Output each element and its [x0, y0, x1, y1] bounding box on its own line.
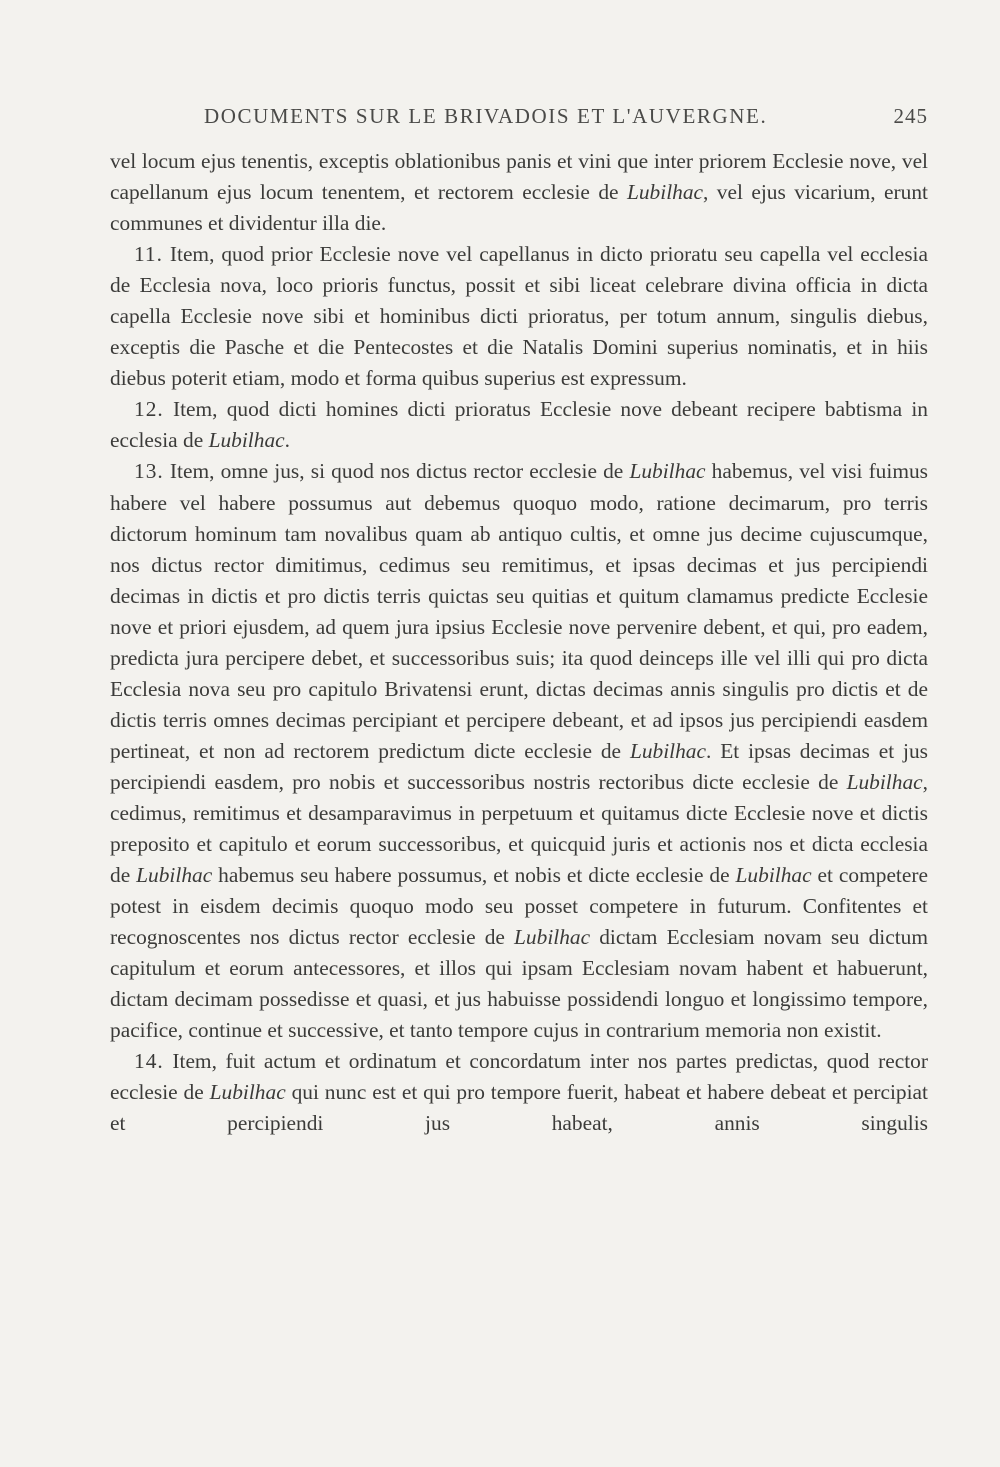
running-head: DOCUMENTS SUR LE BRIVADOIS ET L'AUVERGNE.: [204, 104, 768, 128]
italic-place-name: Lubilhac: [209, 1080, 286, 1105]
text-run: Item, quod prior Ecclesie nove vel capellanus in dicto prioratu seu capella vel ecclesia de Ecclesia nova, loco prioris functus, possit et sibi liceat celebrare divina officia in dicta capella Ecclesie nove sibi et hominibus dicti prioratus, per totum annum, singulis diebus, exceptis die Pasche et die Pentecostes et die Natalis Domini superius nominatis, et in hiis diebus poterit etiam, modo et forma quibus superius est expressum.: [110, 242, 928, 391]
text-run: , vel ejus vicarium, erunt communes et dividentur illa die.: [110, 180, 928, 236]
italic-place-name: Lubilhac: [846, 769, 923, 794]
text-run: habemus, vel visi fuimus habere vel habere possumus aut debemus quoquo modo, ratione decimarum, pro terris dictorum hominum tam novalibus quam ab antiquo cultis, et omne jus decime cujuscumque, nos dictus rector dimitimus, cedimus seu remitimus, et ipsas decimas et jus percipiendi decimas in dictis et pro dictis terris quictas seu quitias et quitum clamamus predicte Ecclesie nove et priori ejusdem, ad quem jura ipsius Ecclesie nove pervenire debent, et qui, pro eadem, predicta jura percipere debet, et successoribus suis; ita quod deinceps ille vel illi qui pro dicta Ecclesia nova seu pro capitulo Brivatensi erunt, dictas decimas annis singulis pro dictis et de dictis terris omnes decimas percipiant et percipere debeant, et ad ipsos jus percipiendi easdem pertineat, et non ad rectorem predictum dicte ecclesie de: [110, 459, 928, 763]
paragraph-number: 12.: [134, 397, 164, 422]
text-run: Item, quod dicti homines dicti prioratus Ecclesie nove debeant recipere babtisma in ecclesia de: [110, 397, 928, 453]
italic-place-name: Lubilhac: [629, 459, 706, 484]
text-run: vel locum ejus tenentis, exceptis oblationibus panis et vini que inter priorem Ecclesie nove, vel capellanum ejus locum tenentem, et rectorem ecclesie de: [110, 149, 928, 205]
text-run: Item, fuit actum et ordinatum et concordatum inter nos partes predictas, quod rector ecclesie de: [110, 1049, 928, 1105]
paragraph-14: [110, 1046, 928, 1139]
paragraph-13: [110, 456, 928, 1046]
paragraph-12: [110, 394, 928, 456]
paragraph-number: 13.: [134, 459, 164, 484]
page-number: 245: [893, 104, 928, 128]
body-text: [110, 146, 928, 1140]
text-run: dictam Ecclesiam novam seu dictum capitulum et eorum antecessores, et illos qui ipsam Ecclesiam novam habent et habuerunt, dictam decimam possedisse et quasi, et jus habuisse possidendi longuo et longissimo tempore, pacifice, continue et successive, et tanto tempore cujus in contrarium memoria non existit.: [110, 925, 929, 1043]
text-run: habemus seu habere possumus, et nobis et dicte ecclesie de: [212, 863, 736, 888]
page-header: [110, 104, 928, 134]
paragraph-number: 14.: [134, 1049, 164, 1074]
text-run: , cedimus, remitimus et desamparavimus in perpetuum et quitamus dicte Ecclesie nove et dictis preposito et capitulo et eorum successoribus, et quicquid juris et actionis nos et dicta ecclesia de: [110, 769, 928, 888]
paragraph-number: 11.: [134, 242, 163, 267]
paragraph-continuation: [110, 146, 928, 239]
italic-place-name: Lubilhac: [626, 180, 704, 205]
text-run: . Et ipsas decimas et jus percipiendi easdem, pro nobis et successoribus nostris rectoribus dicte ecclesie de: [110, 738, 928, 794]
italic-place-name: Lubilhac: [735, 863, 812, 888]
text-run: qui nunc est et qui pro tempore fuerit, habeat et habere debeat et percipiat et percipiendi jus habeat, annis singulis: [110, 1080, 928, 1136]
text-run: .: [284, 428, 290, 453]
text-run: Item, omne jus, si quod nos dictus rector ecclesie de: [169, 459, 630, 484]
paragraph-11: [110, 239, 928, 394]
italic-place-name: Lubilhac: [629, 738, 706, 763]
italic-place-name: Lubilhac: [136, 863, 213, 888]
italic-place-name: Lubilhac: [208, 428, 285, 453]
italic-place-name: Lubilhac: [514, 925, 591, 950]
text-run: et competere potest in eisdem decimis quoquo modo seu posset competere in futurum. Confitentes et recognoscentes nos dictus rector ecclesie de: [110, 863, 928, 950]
